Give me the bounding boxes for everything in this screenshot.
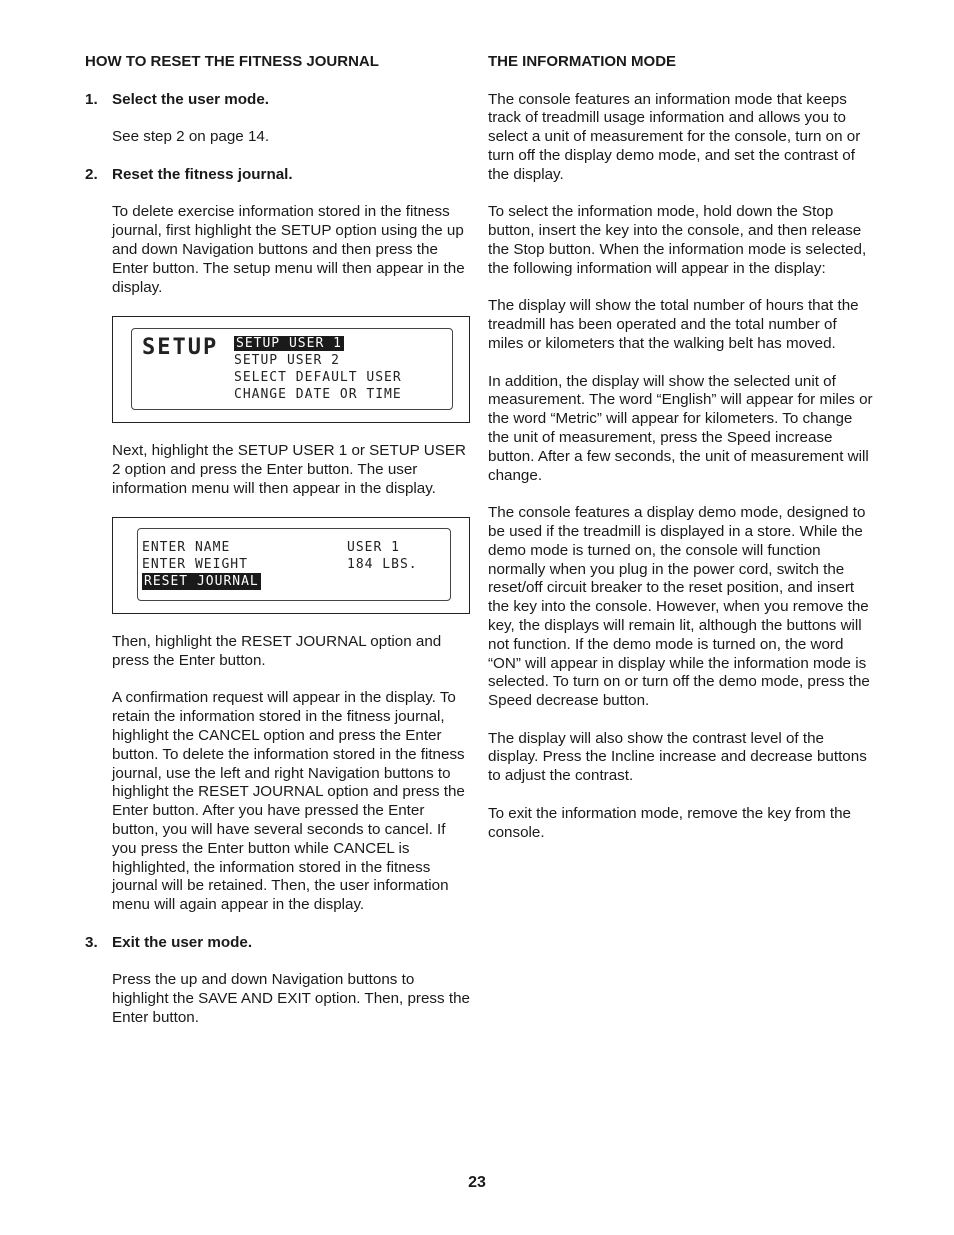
step-1-number: 1. [85, 90, 98, 108]
info-paragraph-1: The console features an information mode that keeps track of treadmill usage information and allows you to select a unit of measurement for the console, turn on or turn off the display demo mode, and set the contrast of the display. [488, 90, 861, 183]
step-3-label: Exit the user mode. [112, 933, 253, 951]
setup-title: SETUP [142, 335, 219, 361]
step-1-label: Select the user mode. [112, 90, 269, 108]
setup-option-default-user: SELECT DEFAULT USER [234, 370, 402, 386]
step-2-number: 2. [85, 165, 98, 183]
lcd-row-weight: ENTER WEIGHT 184 LBS. [142, 557, 418, 573]
setup-option-date-time: CHANGE DATE OR TIME [234, 387, 402, 403]
step-2-paragraph-1: To delete exercise information stored in the fitness journal, first highlight the SETUP option using the up and down Navigation buttons and then press the Enter button. The setup menu will then appear in the display. [112, 203, 465, 296]
setup-menu-options [234, 335, 402, 403]
step-3-title [85, 934, 470, 953]
page-number: 23 [468, 1174, 486, 1191]
step-2-body [112, 203, 470, 915]
user-info-display [112, 517, 470, 614]
step-1-text: See step 2 on page 14. [112, 128, 270, 146]
setup-option-user-2: SETUP USER 2 [234, 353, 340, 369]
step-3-number: 3. [85, 933, 98, 951]
reset-journal-heading: HOW TO RESET THE FITNESS JOURNAL [85, 53, 379, 70]
step-3-text: Press the up and down Navigation buttons to highlight the SAVE AND EXIT option. Then, press the Enter button. [112, 971, 470, 1026]
lcd-row-name: ENTER NAME USER 1 [142, 540, 400, 556]
lcd-row-reset: RESET JOURNAL [144, 574, 259, 590]
info-paragraph-6: The display will also show the contrast level of the display. Press the Incline increase and decrease buttons to adjust the contrast. [488, 729, 867, 785]
info-paragraph-4: In addition, the display will show the selected unit of measurement. The word “English” will appear for miles or the word “Metric” will appear for kilometers. To change the unit of measurement, press the Speed increase button. After a few seconds, the unit of measurement will change. [488, 372, 873, 484]
info-paragraph-2: To select the information mode, hold down the Stop button, insert the key into the console, and then release the Stop button. When the information mode is selected, the following information will appear in the display: [488, 203, 867, 277]
step-2-label: Reset the fitness journal. [112, 165, 293, 183]
step-2-paragraph-4: A confirmation request will appear in the display. To retain the information stored in the fitness journal, highlight the CANCEL option and press the Enter button. To delete the information stored in the fitness journal, use the left and right Navigation buttons to highlight the RESET JOURNAL option and press the Enter button. After you have pressed the Enter button, you will have several seconds to cancel. If you press the Enter button while CANCEL is highlighted, the information stored in the fitness journal will be retained. Then, the user information menu will again appear in the display. [112, 689, 465, 914]
info-paragraph-7: To exit the information mode, remove the key from the console. [488, 804, 851, 841]
information-mode-heading: THE INFORMATION MODE [488, 53, 677, 70]
step-2-paragraph-2: Next, highlight the SETUP USER 1 or SETUP USER 2 option and press the Enter button. The user information menu will then appear in the display. [112, 441, 466, 497]
step-1-title [85, 91, 470, 110]
info-paragraph-5: The console features a display demo mode, designed to be used if the treadmill is displayed in a store. While the demo mode is turned on, the console will function normally when you plug in the power cord, switch the reset/off circuit breaker to the reset position, and insert the key into the console. However, when you remove the key, the displays will remain lit, although the buttons will not function. If the demo mode is turned on, the word “ON” will appear in display while the information mode is selected. To turn on or turn off the demo mode, press the Speed decrease button. [488, 504, 870, 710]
setup-menu-display [112, 316, 470, 423]
info-paragraph-3: The display will show the total number of hours that the treadmill has been operated and the total number of miles or kilometers that the walking belt has moved. [488, 297, 859, 352]
step-2-paragraph-3: Then, highlight the RESET JOURNAL option and press the Enter button. [112, 632, 442, 669]
right-column [488, 53, 873, 861]
step-2-title [85, 166, 470, 185]
left-column [85, 53, 470, 1046]
setup-menu-lcd [131, 328, 453, 410]
user-info-lcd [137, 528, 451, 601]
setup-option-user-1: SETUP USER 1 [236, 336, 342, 352]
